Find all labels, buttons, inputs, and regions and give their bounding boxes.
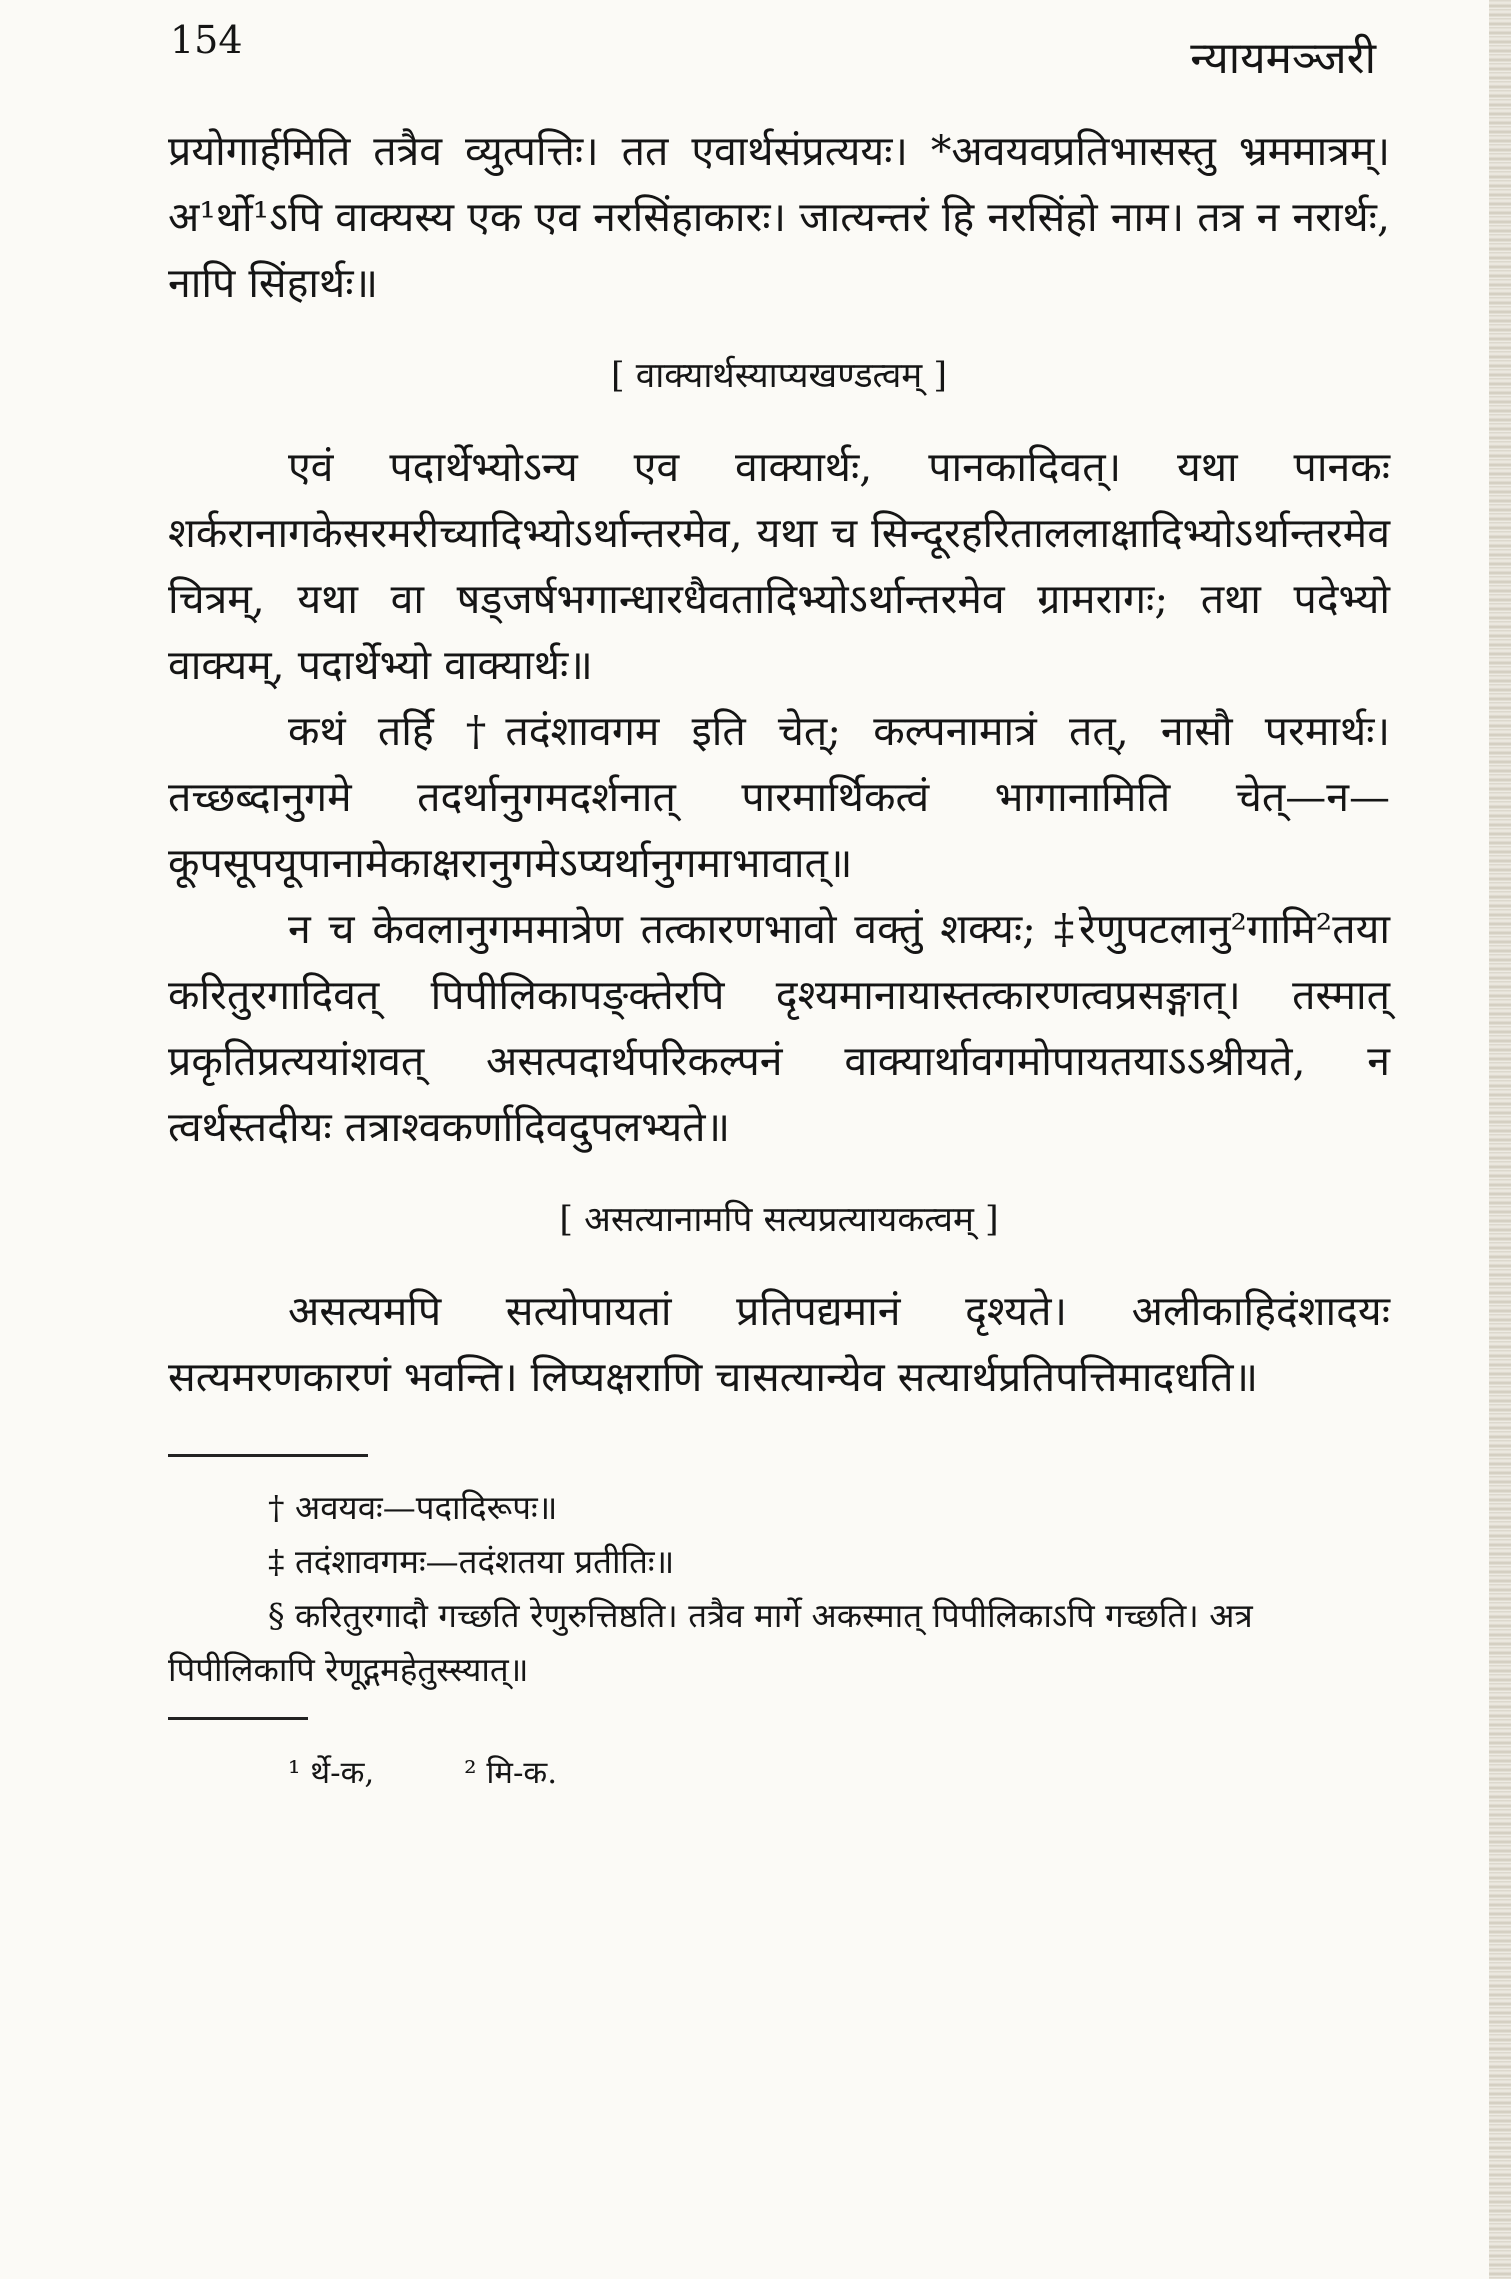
page-body [168, 118, 1390, 1798]
paragraph-1: प्रयोगार्हमिति तत्रैव व्युत्पत्तिः। तत एवार्थसंप्रत्ययः। *अवयवप्रतिभासस्तु भ्रममात्रम्। अ¹र्थो¹ऽपि वाक्यस्य एक एव नरसिंहाकारः। जात्यन्तरं हि नरसिंहो नाम। तत्र न नरार्थः, नापि सिंहार्थः॥ [168, 127, 1390, 307]
page-edge [1489, 0, 1511, 2279]
variant-reading-2: ² मि-क. [464, 1755, 558, 1791]
variant-readings [168, 1748, 1390, 1798]
section-heading-2: [ असत्यानामपि सत्यप्रत्यायकत्वम् ] [559, 1200, 999, 1240]
paragraph-2: एवं पदार्थेभ्योऽन्य एव वाक्यार्थः, पानकादिवत्। यथा पानकः शर्करानागकेसरमरीच्यादिभ्योऽर्थान्तरमेव, यथा च सिन्दूरहरिताललाक्षादिभ्योऽर्थान्तरमेव चित्रम्, यथा वा षड्जर्षभगान्धारधैवतादिभ्योऽर्थान्तरमेव ग्रामरागः; तथा पदेभ्यो वाक्यम्, पदार्थेभ्यो वाक्यार्थः॥ [168, 443, 1390, 689]
running-title: न्यायमञ्जरी [1190, 33, 1376, 84]
section-heading-1: [ वाक्यार्थस्याप्यखण्डत्वम् ] [610, 356, 947, 396]
footnote-dagger: † अवयवः—पदादिरूपः॥ [268, 1488, 558, 1527]
footnote-separator [168, 1454, 368, 1457]
footnotes [168, 1481, 1390, 1697]
page-header [170, 18, 1376, 88]
page-number: 154 [170, 18, 243, 62]
paragraph-5: असत्यमपि सत्योपायतां प्रतिपद्यमानं दृश्यते। अलीकाहिदंशादयः सत्यमरणकारणं भवन्ति। लिप्यक्षराणि चासत्यान्येव सत्यार्थप्रतिपत्तिमादधति॥ [168, 1287, 1390, 1401]
paragraph-3: कथं तर्हि †तदंशावगम इति चेत्; कल्पनामात्रं तत्, नासौ परमार्थः। तच्छब्दानुगमे तदर्थानुगमदर्शनात् पारमार्थिकत्वं भागानामिति चेत्—न—कूपसूपयूपानामेकाक्षरानुगमेऽप्यर्थानुगमाभावात्॥ [168, 707, 1390, 887]
variant-separator [168, 1717, 308, 1720]
variant-reading-1: ¹ र्थे-क, [288, 1755, 375, 1791]
footnote-section: § करितुरगादौ गच्छति रेणुरुत्तिष्ठति। तत्रैव मार्गे अकस्मात् पिपीलिकाऽपि गच्छति। अत्र पिपीलिकापि रेणूद्गमहेतुस्स्यात्॥ [168, 1596, 1253, 1689]
footnote-double-dagger: ‡ तदंशावगमः—तदंशतया प्रतीतिः॥ [268, 1542, 675, 1581]
paragraph-4: न च केवलानुगममात्रेण तत्कारणभावो वक्तुं शक्यः; ‡रेणुपटलानु²गामि²तया करितुरगादिवत् पिपीलिकापङ्क्तेरपि दृश्यमानायास्तत्कारणत्वप्रसङ्गात्। तस्मात् प्रकृतिप्रत्ययांशवत् असत्पदार्थपरिकल्पनं वाक्यार्थावगमोपायतयाऽऽश्रीयते, न त्वर्थस्तदीयः तत्राश्वकर्णादिवदुपलभ्यते॥ [168, 905, 1390, 1151]
